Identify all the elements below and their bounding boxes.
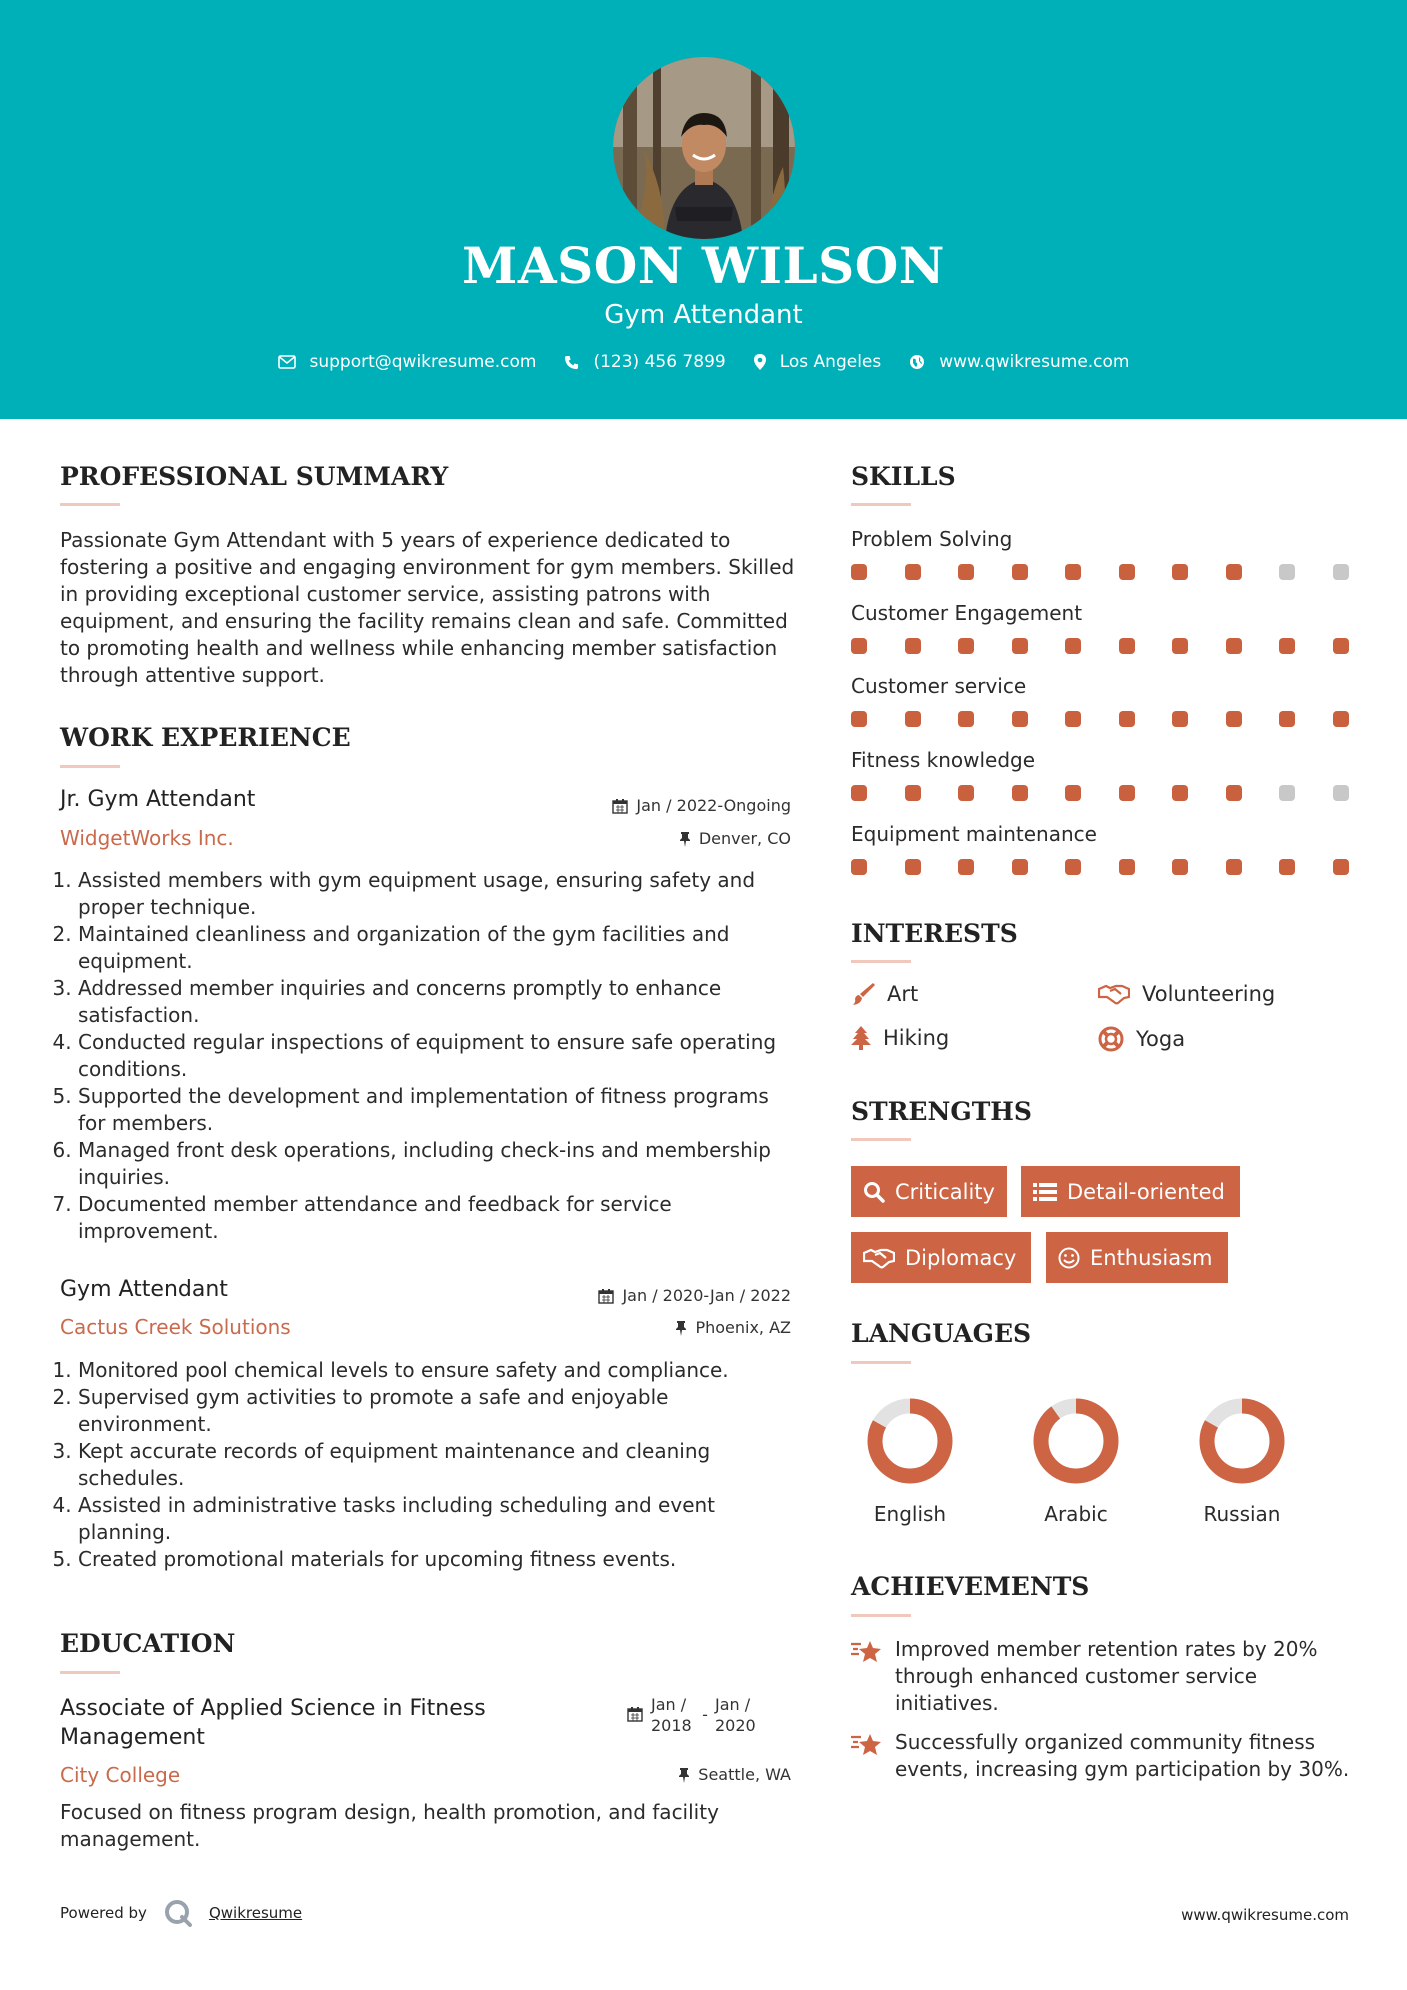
education-location-text: Seattle, WA	[698, 1765, 791, 1784]
pushpin-icon	[675, 1320, 687, 1336]
rating-dot	[958, 564, 974, 580]
languages-rule	[851, 1361, 911, 1364]
strength-tag	[851, 1232, 1031, 1283]
rating-dot	[1226, 785, 1242, 801]
experience-rule	[60, 765, 120, 768]
job-bullets	[60, 1357, 800, 1573]
rating-dot	[1333, 711, 1349, 727]
contact-phone[interactable]	[564, 352, 725, 372]
rating-dot	[1333, 564, 1349, 580]
rating-dot	[1226, 859, 1242, 875]
achievement-item	[851, 1636, 1351, 1717]
skill-rating	[851, 564, 1349, 580]
rating-dot	[1172, 859, 1188, 875]
language-donut	[1192, 1391, 1292, 1491]
job-title: Gym Attendant	[60, 1277, 228, 1302]
skill-rating	[851, 638, 1349, 654]
skills-heading: SKILLS	[851, 462, 956, 491]
donut-fill	[1041, 1406, 1111, 1476]
list-item: 7. Documented member attendance and feedback for service improvement.	[78, 1191, 800, 1245]
list-item: 4. Assisted in administrative tasks including scheduling and event planning.	[78, 1492, 800, 1546]
strength-label: Detail-oriented	[1067, 1179, 1225, 1204]
rating-dot	[1172, 711, 1188, 727]
rating-dot	[1012, 564, 1028, 580]
achievements-rule	[851, 1614, 911, 1617]
rating-dot	[1119, 785, 1135, 801]
rating-dot	[958, 711, 974, 727]
interest-art	[851, 982, 918, 1006]
rating-dot	[1333, 785, 1349, 801]
list-item: 3. Addressed member inquiries and concerns promptly to enhance satisfaction.	[78, 975, 800, 1029]
rating-dot	[1279, 785, 1295, 801]
footer-powered	[60, 1898, 302, 1928]
achievement-text: Improved member retention rates by 20% through enhanced customer service initiatives.	[895, 1637, 1318, 1715]
languages-heading: LANGUAGES	[851, 1319, 1032, 1348]
website-text: www.qwikresume.com	[939, 352, 1130, 372]
strength-tag	[851, 1166, 1007, 1217]
language-name: Russian	[1203, 1502, 1281, 1526]
company-name: Cactus Creek Solutions	[60, 1315, 291, 1339]
strength-label: Enthusiasm	[1090, 1245, 1213, 1270]
job-title: Jr. Gym Attendant	[60, 787, 256, 812]
interest-volunteering	[1098, 982, 1275, 1006]
interests-heading: INTERESTS	[851, 919, 1018, 948]
job-location	[679, 829, 791, 848]
list-item: 1. Assisted members with gym equipment usage, ensuring safety and proper technique.	[78, 867, 800, 921]
job-location-text: Denver, CO	[698, 829, 791, 848]
rating-dot	[905, 711, 921, 727]
skill-name: Equipment maintenance	[851, 822, 1097, 846]
degree-title: Associate of Applied Science in Fitness Management	[60, 1696, 486, 1750]
brand-link[interactable]: Qwikresume	[208, 1904, 303, 1922]
map-pin-icon	[754, 354, 766, 370]
rating-dot	[905, 785, 921, 801]
handshake-icon	[863, 1247, 895, 1269]
job-location-text: Phoenix, AZ	[695, 1318, 791, 1337]
summary-heading: PROFESSIONAL SUMMARY	[60, 462, 449, 491]
strengths-rule	[851, 1138, 911, 1141]
list-item: 5. Supported the development and implementation of fitness programs for members.	[78, 1083, 800, 1137]
candidate-name: MASON WILSON	[462, 236, 945, 295]
rating-dot	[1012, 859, 1028, 875]
job-dates	[612, 796, 791, 815]
job-bullets	[60, 867, 800, 1245]
rating-dot	[1119, 711, 1135, 727]
interests-rule	[851, 960, 911, 963]
rating-dot	[1172, 564, 1188, 580]
strength-label: Diplomacy	[905, 1245, 1017, 1270]
rating-dot	[1333, 859, 1349, 875]
phone-icon	[564, 355, 579, 370]
list-item: 2. Maintained cleanliness and organization of the gym facilities and equipment.	[78, 921, 800, 975]
rating-dot	[1226, 711, 1242, 727]
footer-website[interactable]: www.qwikresume.com	[1181, 1906, 1349, 1924]
contact-website[interactable]	[909, 352, 1129, 372]
rating-dot	[1012, 638, 1028, 654]
handshake-icon	[1098, 983, 1130, 1005]
pushpin-icon	[679, 831, 691, 847]
rating-dot	[1333, 638, 1349, 654]
rating-dot	[1172, 785, 1188, 801]
rating-dot	[1279, 638, 1295, 654]
list-item: 5. Created promotional materials for upcoming fitness events.	[78, 1546, 800, 1573]
rating-dot	[1172, 638, 1188, 654]
search-icon	[863, 1181, 885, 1203]
interest-label: Volunteering	[1142, 982, 1276, 1006]
education-start: Jan / 2018	[651, 1695, 692, 1735]
contact-location	[754, 352, 882, 372]
list-item: 6. Managed front desk operations, including check-ins and membership inquiries.	[78, 1137, 800, 1191]
calendar-icon	[627, 1706, 643, 1722]
envelope-icon	[278, 355, 296, 369]
rating-dot	[1119, 564, 1135, 580]
rating-dot	[851, 638, 867, 654]
job-dates-text: Jan / 2022-Ongoing	[636, 796, 791, 815]
education-dates	[627, 1694, 759, 1736]
list-item: 4. Conducted regular inspections of equipment to ensure safe operating conditions.	[78, 1029, 800, 1083]
skill-rating	[851, 711, 1349, 727]
job-dates	[598, 1286, 791, 1305]
resume-header	[0, 0, 1407, 419]
experience-heading: WORK EXPERIENCE	[60, 723, 351, 752]
rating-dot	[851, 564, 867, 580]
powered-by-text: Powered by	[60, 1904, 147, 1922]
rating-dot	[958, 859, 974, 875]
skill-name: Customer service	[851, 674, 1027, 698]
globe-icon	[909, 354, 925, 370]
phone-text: (123) 456 7899	[593, 352, 726, 372]
strength-tag	[1021, 1166, 1240, 1217]
summary-text: Passionate Gym Attendant with 5 years of experience dedicated to fostering a positive and engaging environment for gym members. Skilled in providing exceptional customer service, assisting patrons with equipment, and ensuring the facility remains clean and safe. Committed to promoting health and wellness while enhancing member satisfaction through attentive support.	[60, 528, 795, 687]
strength-tag	[1046, 1232, 1228, 1283]
interest-yoga	[1098, 1026, 1185, 1052]
interest-label: Art	[887, 982, 919, 1006]
candidate-title: Gym Attendant	[604, 300, 803, 330]
lifering-icon	[1098, 1026, 1124, 1052]
tree-icon	[851, 1026, 871, 1050]
skills-rule	[851, 503, 911, 506]
education-description: Focused on fitness program design, health promotion, and facility management.	[60, 1800, 719, 1851]
rating-dot	[1065, 711, 1081, 727]
strengths-heading: STRENGTHS	[851, 1097, 1032, 1126]
school-name: City College	[60, 1763, 181, 1787]
paintbrush-icon	[851, 982, 875, 1006]
rating-dot	[851, 859, 867, 875]
list-item: 1. Monitored pool chemical levels to ensure safety and compliance.	[78, 1357, 800, 1384]
rating-dot	[1226, 564, 1242, 580]
rating-dot	[1012, 711, 1028, 727]
rating-dot	[851, 785, 867, 801]
skill-name: Problem Solving	[851, 527, 1013, 551]
shooting-star-icon	[851, 1638, 883, 1666]
list-item: 2. Supervised gym activities to promote a safe and enjoyable environment.	[78, 1384, 800, 1438]
rating-dot	[1065, 564, 1081, 580]
rating-dot	[1119, 638, 1135, 654]
skill-rating	[851, 859, 1349, 875]
rating-dot	[1065, 638, 1081, 654]
language-name: Arabic	[1044, 1502, 1108, 1526]
rating-dot	[958, 785, 974, 801]
rating-dot	[905, 859, 921, 875]
summary-rule	[60, 503, 120, 506]
language-name: English	[873, 1502, 947, 1526]
rating-dot	[1119, 859, 1135, 875]
achievement-text: Successfully organized community fitness events, increasing gym participation by 30%.	[895, 1730, 1350, 1781]
education-heading: EDUCATION	[60, 1629, 236, 1658]
contact-bar	[0, 352, 1407, 372]
rating-dot	[958, 638, 974, 654]
achievements-heading: ACHIEVEMENTS	[851, 1572, 1090, 1601]
profile-photo	[613, 57, 795, 239]
contact-email[interactable]	[278, 352, 537, 372]
interest-label: Yoga	[1136, 1027, 1186, 1051]
rating-dot	[851, 711, 867, 727]
job-location	[675, 1318, 791, 1337]
list-icon	[1033, 1182, 1057, 1202]
language-donut	[1026, 1391, 1126, 1491]
rating-dot	[1065, 859, 1081, 875]
smile-icon	[1058, 1247, 1080, 1269]
pushpin-icon	[678, 1767, 690, 1783]
language-donut	[860, 1391, 960, 1491]
education-end: Jan / 2020	[715, 1695, 756, 1735]
calendar-icon	[612, 798, 628, 814]
company-name: WidgetWorks Inc.	[60, 826, 234, 850]
job-dates-text: Jan / 2020-Jan / 2022	[622, 1286, 791, 1305]
shooting-star-icon	[851, 1731, 883, 1759]
education-rule	[60, 1671, 120, 1674]
list-item: 3. Kept accurate records of equipment maintenance and cleaning schedules.	[78, 1438, 800, 1492]
location-text: Los Angeles	[779, 352, 882, 372]
rating-dot	[1226, 638, 1242, 654]
rating-dot	[905, 564, 921, 580]
strength-label: Criticality	[895, 1179, 995, 1204]
education-location	[678, 1765, 791, 1784]
rating-dot	[1279, 859, 1295, 875]
qwikresume-logo-icon	[163, 1898, 193, 1928]
rating-dot	[1279, 711, 1295, 727]
rating-dot	[1065, 785, 1081, 801]
skill-name: Customer Engagement	[851, 601, 1083, 625]
email-text: support@qwikresume.com	[309, 352, 537, 372]
calendar-icon	[598, 1288, 614, 1304]
rating-dot	[1279, 564, 1295, 580]
skill-name: Fitness knowledge	[851, 748, 1036, 772]
achievement-item	[851, 1729, 1351, 1783]
interest-hiking	[851, 1026, 949, 1050]
interest-label: Hiking	[883, 1026, 950, 1050]
skill-rating	[851, 785, 1349, 801]
rating-dot	[1012, 785, 1028, 801]
rating-dot	[905, 638, 921, 654]
date-separator: -	[702, 1705, 708, 1724]
